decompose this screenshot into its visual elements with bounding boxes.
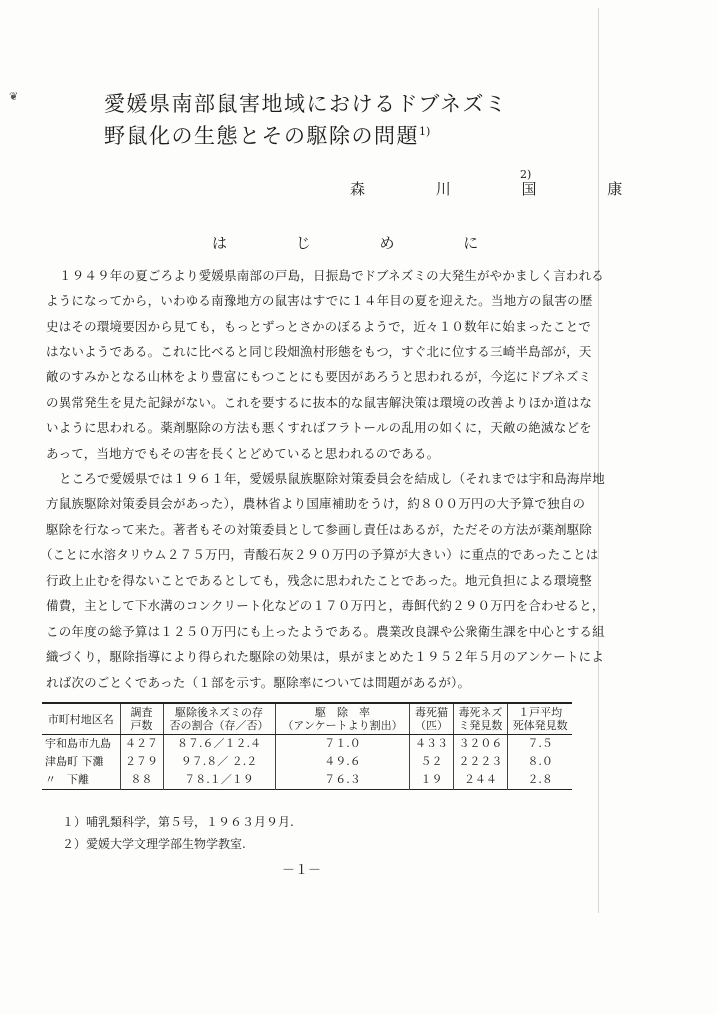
table-header-row xyxy=(42,703,572,735)
header-households: 調査 戸数 xyxy=(120,703,163,735)
header-dead-rats: 毒死ネズ ミ発見数 xyxy=(453,703,508,735)
footnote-1: １）哺乳類科学，第５号，１９６３月９月. xyxy=(62,815,294,829)
body-line: 織づくり，駆除指導により得られた駆除の効果は，県がまとめた１９５２年５月のアンケートによ xyxy=(46,649,605,664)
cell-removal-rate: ４９.６ xyxy=(275,753,410,771)
cell-households: ４２７ xyxy=(120,735,163,754)
header-removal-rate: 駆 除 率 （アンケートより割出） xyxy=(275,703,410,735)
survey-table xyxy=(42,702,572,790)
cell-removal-rate: ７６.３ xyxy=(275,771,410,790)
body-line: 備費，主として下水溝のコンクリート化などの１７０万円と，毒餌代約２９０万円を合わせると， xyxy=(46,598,605,613)
table-row xyxy=(42,735,572,754)
section-heading: は じ め に xyxy=(212,234,511,252)
scan-speck: ❦ xyxy=(9,90,19,103)
cell-district: 津島町 下灘 xyxy=(45,755,104,768)
cell-district: 〃 下離 xyxy=(45,773,89,786)
header-district: 市町村地区名 xyxy=(42,703,120,735)
cell-dead-rats: ２４４ xyxy=(453,771,508,790)
cell-presence-ratio: ８７.６／１２.４ xyxy=(163,735,275,754)
body-line: 敵のすみかとなる山林をより豊富にもつことにも要因があろうと思われるが，今迄にドブネズミ xyxy=(46,369,592,384)
body-line: 駆除を行なって来た。著者もその対策委員として参画し責任はあるが，ただその方法が薬剤駆除 xyxy=(46,522,593,537)
cell-presence-ratio: ７８.１／１９ xyxy=(163,771,275,790)
cell-poisoned-cats: ４３３ xyxy=(410,735,453,754)
cell-dead-rats: ２２２３ xyxy=(453,753,508,771)
cell-poisoned-cats: ５２ xyxy=(410,753,453,771)
page-edge-line xyxy=(598,8,599,913)
footnote-2: ２）愛媛大学文理学部生物学教室. xyxy=(62,837,246,851)
header-poisoned-cats: 毒死猫 （匹） xyxy=(410,703,453,735)
body-line: いように思われる。薬剤駆除の方法も悪くすればフラトールの乱用の如くに，天敵の絶滅などを xyxy=(46,420,592,435)
title-line-2 xyxy=(104,120,430,150)
page-number: －１－ xyxy=(282,863,322,878)
title-text-1: 愛媛県南部鼠害地域におけるドブネズミ xyxy=(104,92,508,116)
body-line: 史はその環境要因から見ても，もっとずっとさかのぼるようで，近々１０数年に始まったことで xyxy=(46,319,592,334)
body-line: あって，当地方でもその害を長くとどめていると思われるのである。 xyxy=(46,446,440,461)
cell-district: 宇和島市九島 xyxy=(45,737,111,750)
body-line: 方鼠族駆除対策委員会があった），農林省より国庫補助をうけ，約８００万円の大予算で独自の xyxy=(46,496,586,511)
author-footnote-marker: 2) xyxy=(520,168,532,181)
body-line: １９４９年の夏ごろより愛媛県南部の戸島，日振島でドブネズミの大発生がやかましく言われる xyxy=(59,268,604,283)
body-line: この年度の総予算は１２５０万円にも上ったようである。農業改良課や公衆衛生課を中心とする組 xyxy=(46,624,605,639)
body-line: （ことに水溶タリウム２７５万円，青酸石灰２９０万円の予算が大きい）に重点的であったことは xyxy=(40,547,599,562)
cell-poisoned-cats: １９ xyxy=(410,771,453,790)
cell-average: ２.８ xyxy=(508,771,572,790)
body-line: ようになってから，いわゆる南豫地方の鼠害はすでに１４年目の夏を迎えた。当地方の鼠害の歴 xyxy=(46,293,593,308)
cell-dead-rats: ３２０６ xyxy=(453,735,508,754)
header-presence-ratio: 駆除後ネズミの存 否の割合（存／否） xyxy=(163,703,275,735)
cell-average: ８.０ xyxy=(508,753,572,771)
title-footnote-marker: 1) xyxy=(419,125,431,138)
cell-average: ７.５ xyxy=(508,735,572,754)
cell-presence-ratio: ９７.８／ ２.２ xyxy=(163,753,275,771)
title-text-2: 野鼠化の生態とその駆除の問題 xyxy=(104,124,419,148)
cell-removal-rate: ７１.０ xyxy=(275,735,410,754)
body-line: れば次のごとくであった（１部を示す。駆除率については問題があるが）。 xyxy=(46,675,471,690)
cell-households: ８８ xyxy=(120,771,163,790)
author-name: 森 川 国 康 xyxy=(350,180,656,198)
body-line: ところで愛媛県では１９６１年，愛媛県鼠族駆除対策委員会を結成し（それまでは宇和島海岸地 xyxy=(59,471,605,486)
table-row xyxy=(42,771,572,790)
cell-households: ２７９ xyxy=(120,753,163,771)
header-average-per-household: １戸平均 死体発見数 xyxy=(508,703,572,735)
title-line-1 xyxy=(104,88,508,118)
table-row xyxy=(42,753,572,771)
body-line: の異常発生を見た記録がない。これを要するに抜本的な鼠害解決策は環境の改善よりほか道はな xyxy=(46,395,593,410)
body-line: はないようである。これに比べると同じ段畑漁村形態をもつ，すぐ北に位する三崎半島部が，天 xyxy=(46,344,592,359)
body-line: 行政上止むを得ないことであるとしても，残念に思われたことであった。地元負担による環境整 xyxy=(46,573,592,588)
